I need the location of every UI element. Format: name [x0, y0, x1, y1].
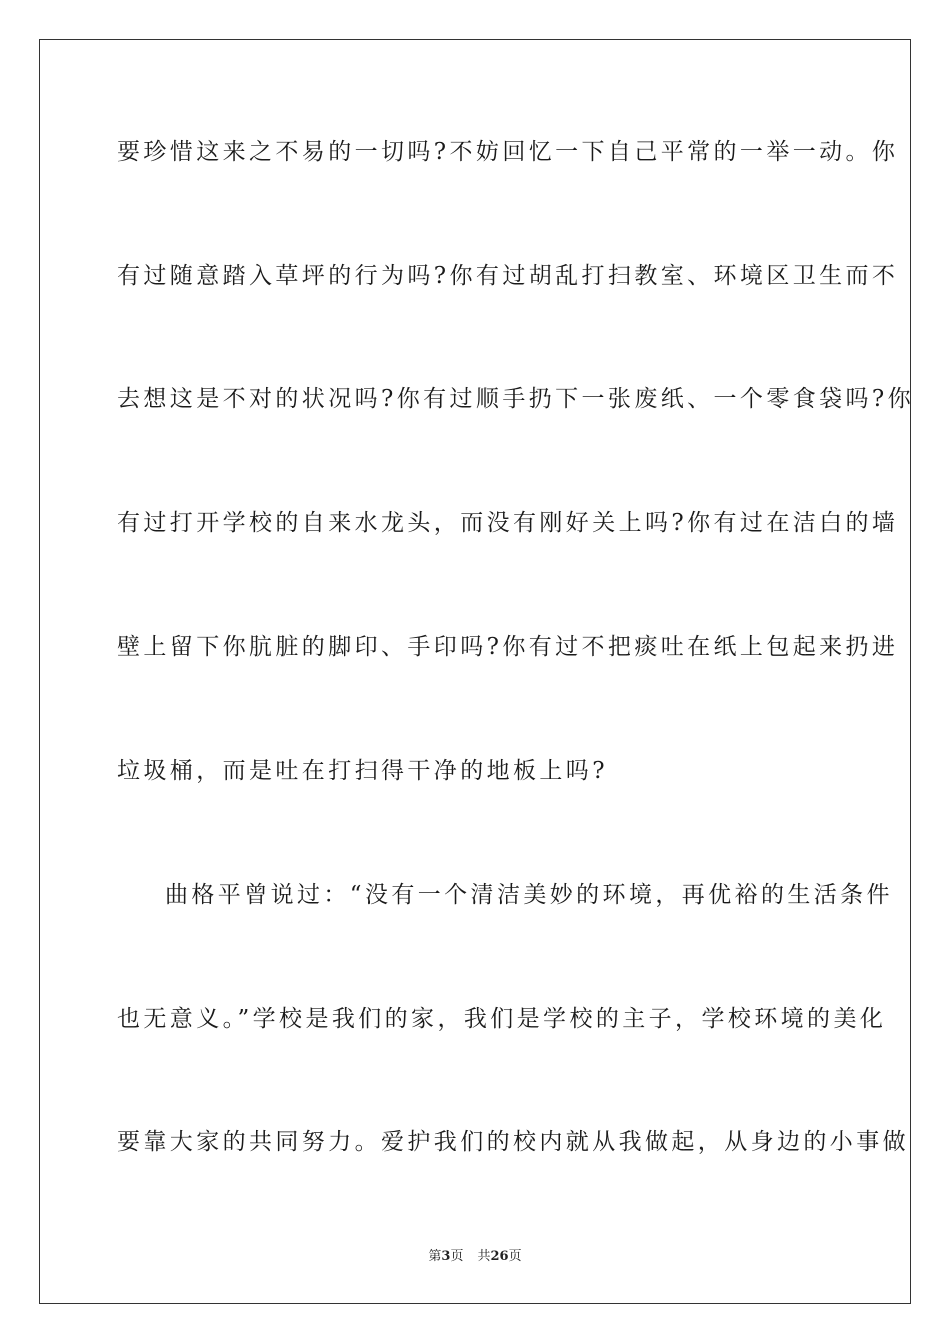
body-line-4: 有过打开学校的自来水龙头，而没有刚好关上吗?你有过在洁白的墙 — [117, 510, 899, 536]
body-line-2: 有过随意踏入草坪的行为吗?你有过胡乱打扫教室、环境区卫生而不 — [117, 263, 899, 289]
body-line-3: 去想这是不对的状况吗?你有过顺手扔下一张废纸、一个零食袋吗?你 — [117, 386, 915, 412]
total-pages: 26 — [490, 1249, 509, 1264]
paragraph-2-line-1: 曲格平曾说过：“没有一个清洁美妙的环境，再优裕的生活条件 — [165, 882, 893, 908]
body-line-5: 壁上留下你肮脏的脚印、手印吗?你有过不把痰吐在纸上包起来扔进 — [117, 634, 899, 660]
body-line-6: 垃圾桶，而是吐在打扫得干净的地板上吗? — [117, 758, 608, 784]
paragraph-2-line-3: 要靠大家的共同努力。爱护我们的校内就从我做起，从身边的小事做 — [117, 1129, 909, 1155]
paragraph-2-line-2: 也无意义。”学校是我们的家，我们是学校的主子，学校环境的美化 — [117, 1006, 887, 1032]
total-suffix: 页 — [508, 1249, 522, 1264]
total-prefix: 共 — [477, 1249, 491, 1264]
page-prefix: 第 — [428, 1249, 442, 1264]
body-line-1: 要珍惜这来之不易的一切吗?不妨回忆一下自己平常的一举一动。你 — [117, 139, 899, 165]
page-number: 3 — [441, 1249, 451, 1264]
page-border — [39, 39, 915, 1304]
page-footer — [0, 1248, 950, 1266]
page-suffix: 页 — [450, 1249, 464, 1264]
